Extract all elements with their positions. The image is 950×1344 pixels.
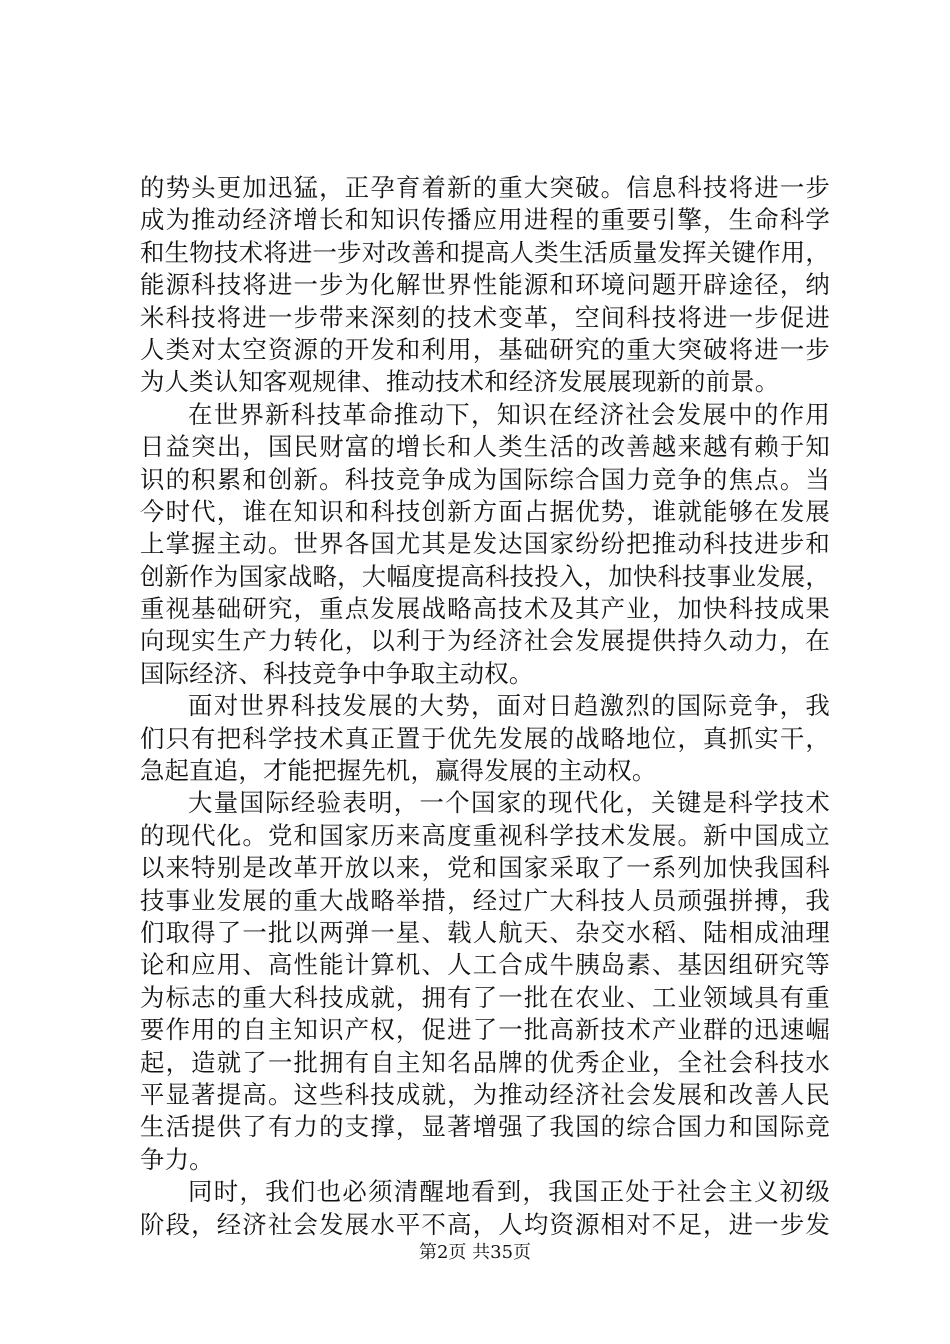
text-line: 上掌握主动。世界各国尤其是发达国家纷纷把推动科技进步和 [140, 529, 830, 559]
page-number-footer: 第2页 共35页 [418, 1242, 532, 1263]
paragraph-first-line: 同时，我们也必须清醒地看到，我国正处于社会主义初级 [188, 1177, 830, 1207]
text-line: 为标志的重大科技成就，拥有了一批在农业、工业领域具有重 [140, 982, 830, 1012]
text-line: 平显著提高。这些科技成就，为推动经济社会发展和改善人民 [140, 1079, 830, 1109]
paragraph-first-line: 大量国际经验表明，一个国家的现代化，关键是科学技术 [188, 788, 830, 818]
text-line: 们只有把科学技术真正置于优先发展的战略地位，真抓实干， [140, 723, 830, 753]
text-line: 急起直追，才能把握先机，赢得发展的主动权。 [140, 756, 657, 786]
text-line: 创新作为国家战略，大幅度提高科技投入，加快科技事业发展， [140, 561, 830, 591]
text-line: 生活提供了有力的支撑，显著增强了我国的综合国力和国际竞 [140, 1112, 830, 1142]
text-line: 要作用的自主知识产权，促进了一批高新技术产业群的迅速崛 [140, 1015, 830, 1045]
text-line: 今时代，谁在知识和科技创新方面占据优势，谁就能够在发展 [140, 496, 830, 526]
text-line: 阶段，经济社会发展水平不高，人均资源相对不足，进一步发 [140, 1209, 830, 1239]
body-text [140, 172, 830, 1241]
text-line: 以来特别是改革开放以来，党和国家采取了一系列加快我国科 [140, 853, 830, 883]
text-line: 为人类认知客观规律、推动技术和经济发展展现新的前景。 [140, 367, 780, 397]
paragraph-first-line: 在世界新科技革命推动下，知识在经济社会发展中的作用 [188, 399, 830, 429]
text-line: 争力。 [140, 1144, 214, 1174]
text-line: 技事业发展的重大战略举措，经过广大科技人员顽强拼搏，我 [140, 885, 830, 915]
text-line: 米科技将进一步带来深刻的技术变革，空间科技将进一步促进 [140, 302, 830, 332]
text-line: 起，造就了一批拥有自主知名品牌的优秀企业，全社会科技水 [140, 1047, 830, 1077]
text-line: 的现代化。党和国家历来高度重视科学技术发展。新中国成立 [140, 820, 830, 850]
text-line: 日益突出，国民财富的增长和人类生活的改善越来越有赖于知 [140, 432, 830, 462]
text-line: 国际经济、科技竞争中争取主动权。 [140, 658, 534, 688]
text-line: 人类对太空资源的开发和利用，基础研究的重大突破将进一步 [140, 334, 830, 364]
text-line: 识的积累和创新。科技竞争成为国际综合国力竞争的焦点。当 [140, 464, 830, 494]
text-line: 重视基础研究，重点发展战略高技术及其产业，加快科技成果 [140, 594, 830, 624]
text-line: 的势头更加迅猛，正孕育着新的重大突破。信息科技将进一步 [140, 173, 830, 202]
text-line: 能源科技将进一步为化解世界性能源和环境问题开辟途径，纳 [140, 270, 830, 300]
paragraph-first-line: 面对世界科技发展的大势，面对日趋激烈的国际竞争，我 [188, 691, 830, 721]
text-line: 们取得了一批以两弹一星、载人航天、杂交水稻、陆相成油理 [140, 917, 830, 947]
text-line: 和生物技术将进一步对改善和提高人类生活质量发挥关键作用， [140, 237, 830, 267]
text-line: 成为推动经济增长和知识传播应用进程的重要引擎，生命科学 [140, 205, 830, 235]
text-line: 论和应用、高性能计算机、人工合成牛胰岛素、基因组研究等 [140, 950, 830, 980]
text-line: 向现实生产力转化，以利于为经济社会发展提供持久动力，在 [140, 626, 830, 656]
